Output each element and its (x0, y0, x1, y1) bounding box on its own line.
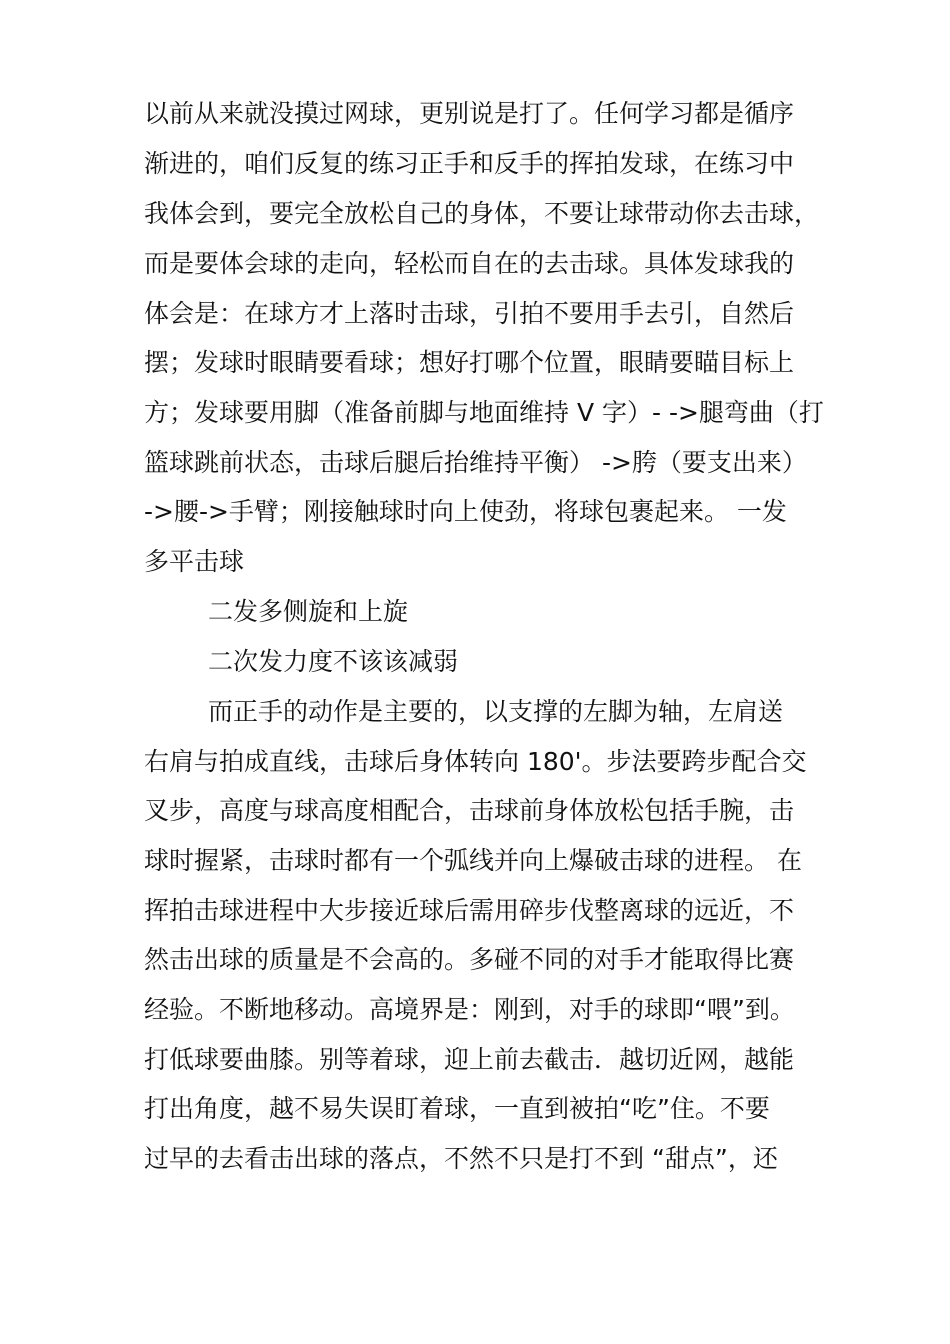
text-line: 右肩与拍成直线，击球后身体转向 180'。步法要跨步配合交 (144, 747, 807, 776)
text-line: 篮球跳前状态，击球后腿后抬维持平衡） ->胯（要支出来） (144, 448, 807, 477)
text-line: 而是要体会球的走向，轻松而自在的去击球。具体发球我的 (144, 249, 795, 278)
text-line: 二次发力度不该该减弱 (208, 647, 459, 676)
text-line: 挥拍击球进程中大步接近球后需用碎步伐整离球的远近，不 (144, 896, 795, 925)
text-line: 打出角度，越不易失误盯着球，一直到被拍“吃”住。不要 (144, 1094, 770, 1123)
text-line: 二发多侧旋和上旋 (208, 597, 409, 626)
text-line: 渐进的，咱们反复的练习正手和反手的挥拍发球，在练习中 (144, 149, 795, 178)
text-line: 球时握紧，击球时都有一个弧线并向上爆破击球的进程。 在 (144, 846, 802, 875)
text-line: 然击出球的质量是不会高的。多碰不同的对手才能取得比赛 (144, 945, 795, 974)
text-line: 过早的去看击出球的落点，不然不只是打不到 “甜点”，还 (144, 1144, 778, 1173)
text-line: 方；发球要用脚（准备前脚与地面维持 V 字）- ->腿弯曲（打 (144, 398, 824, 427)
text-line: 打低球要曲膝。别等着球，迎上前去截击．越切近网，越能 (144, 1045, 795, 1074)
text-line: 多平击球 (144, 547, 245, 576)
text-line: 摆；发球时眼睛要看球；想好打哪个位置，眼睛要瞄目标上 (144, 348, 795, 377)
text-line: 叉步，高度与球高度相配合，击球前身体放松包括手腕，击 (144, 796, 795, 825)
text-line: 体会是：在球方才上落时击球，引拍不要用手去引，自然后 (144, 299, 795, 328)
text-line: 而正手的动作是主要的，以支撑的左脚为轴，左肩送 (208, 697, 784, 726)
text-line: 经验。不断地移动。高境界是：刚到，对手的球即“喂”到。 (144, 995, 795, 1024)
text-line: ->腰->手臂；刚接触球时向上使劲，将球包裹起来。 一发 (144, 497, 787, 526)
text-line: 我体会到，要完全放松自己的身体，不要让球带动你去击球， (144, 199, 820, 228)
text-line: 以前从来就没摸过网球，更别说是打了。任何学习都是循序 (144, 99, 795, 128)
